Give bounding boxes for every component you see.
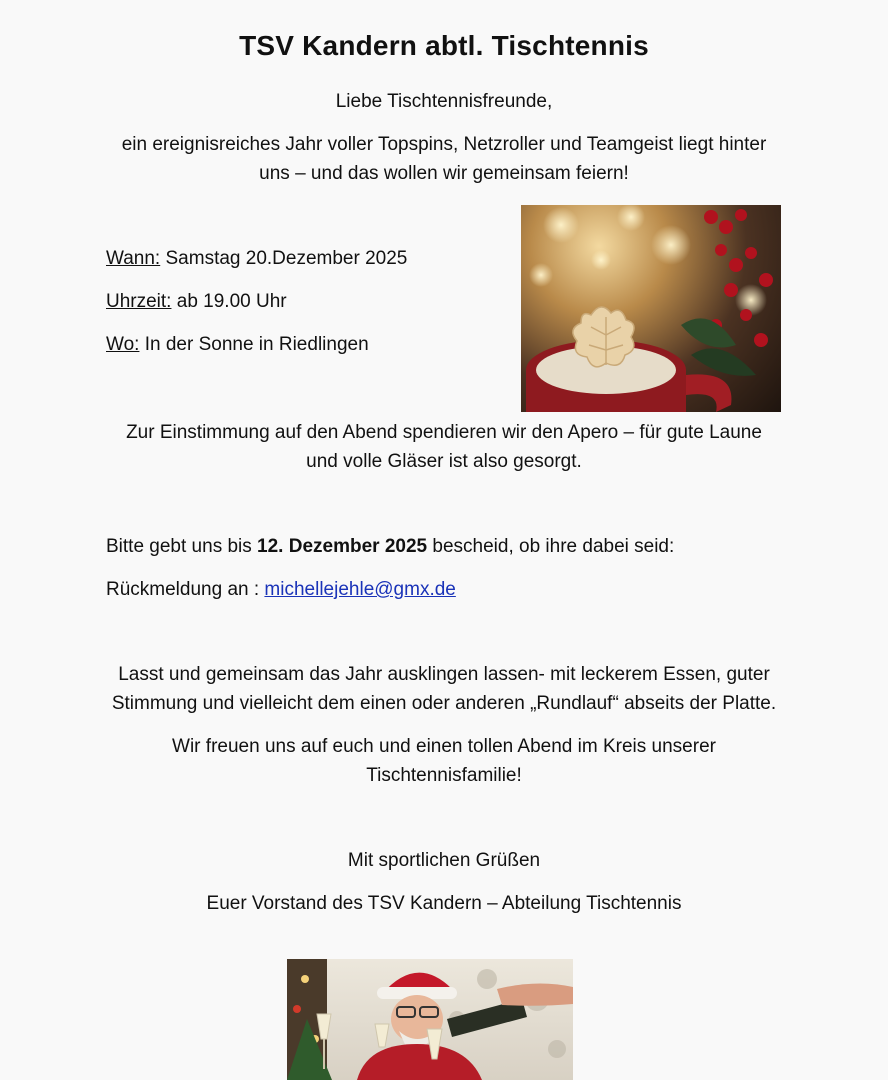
christmas-cocoa-photo: [521, 205, 781, 412]
intro-line-2: uns – und das wollen wir gemeinsam feiern!: [259, 163, 629, 184]
time-label: Uhrzeit:: [106, 291, 172, 312]
intro-line-1: ein ereignisreiches Jahr voller Topspins, Netzroller und Teamgeist liegt hinter: [121, 134, 767, 155]
where-value: In der Sonne in Riedlingen: [139, 334, 369, 355]
intro-paragraph: [90, 130, 798, 188]
rsvp-deadline: 12. Dezember 2025: [257, 536, 428, 557]
contact-line: [106, 575, 456, 604]
contact-label: Rückmeldung an :: [106, 579, 265, 600]
closing-paragraph-2: [90, 732, 798, 790]
santa-illustration: [287, 959, 573, 1080]
rsvp-line: [106, 532, 674, 561]
santa-champagne-photo: [287, 959, 573, 1080]
rsvp-prefix: Bitte gebt uns bis: [106, 536, 258, 557]
rsvp-suffix: bescheid, ob ihre dabei seid:: [427, 536, 675, 557]
email-link[interactable]: michellejehle@gmx.de: [264, 579, 456, 600]
time-line: [106, 287, 287, 316]
closing-line-1: Lasst und gemeinsam das Jahr ausklingen lassen- mit leckerem Essen, guter: [118, 664, 770, 685]
greeting: Liebe Tischtennisfreunde,: [335, 91, 553, 112]
closing-paragraph: [80, 660, 808, 718]
when-line: [106, 244, 407, 273]
closing-line-2: Stimmung und vielleicht dem einen oder anderen „Rundlauf“ abseits der Platte.: [111, 693, 777, 714]
where-label: Wo:: [106, 334, 140, 355]
apero-line-2: und volle Gläser ist also gesorgt.: [306, 451, 582, 472]
apero-line-1: Zur Einstimmung auf den Abend spendieren wir den Apero – für gute Laune: [126, 422, 762, 443]
time-value: ab 19.00 Uhr: [171, 291, 287, 312]
when-value: Samstag 20.Dezember 2025: [160, 248, 408, 269]
cocoa-illustration: [521, 205, 781, 412]
closing-line-3: Wir freuen uns auf euch und einen tollen Abend im Kreis unserer: [172, 736, 716, 757]
where-line: [106, 330, 369, 359]
apero-paragraph: [90, 418, 798, 476]
signature-sender: Euer Vorstand des TSV Kandern – Abteilung Tischtennis: [206, 893, 682, 914]
signature-greeting: Mit sportlichen Grüßen: [347, 850, 541, 871]
when-label: Wann:: [106, 248, 161, 269]
page-title: TSV Kandern abtl. Tischtennis: [239, 30, 649, 61]
closing-line-4: Tischtennisfamilie!: [366, 765, 522, 786]
